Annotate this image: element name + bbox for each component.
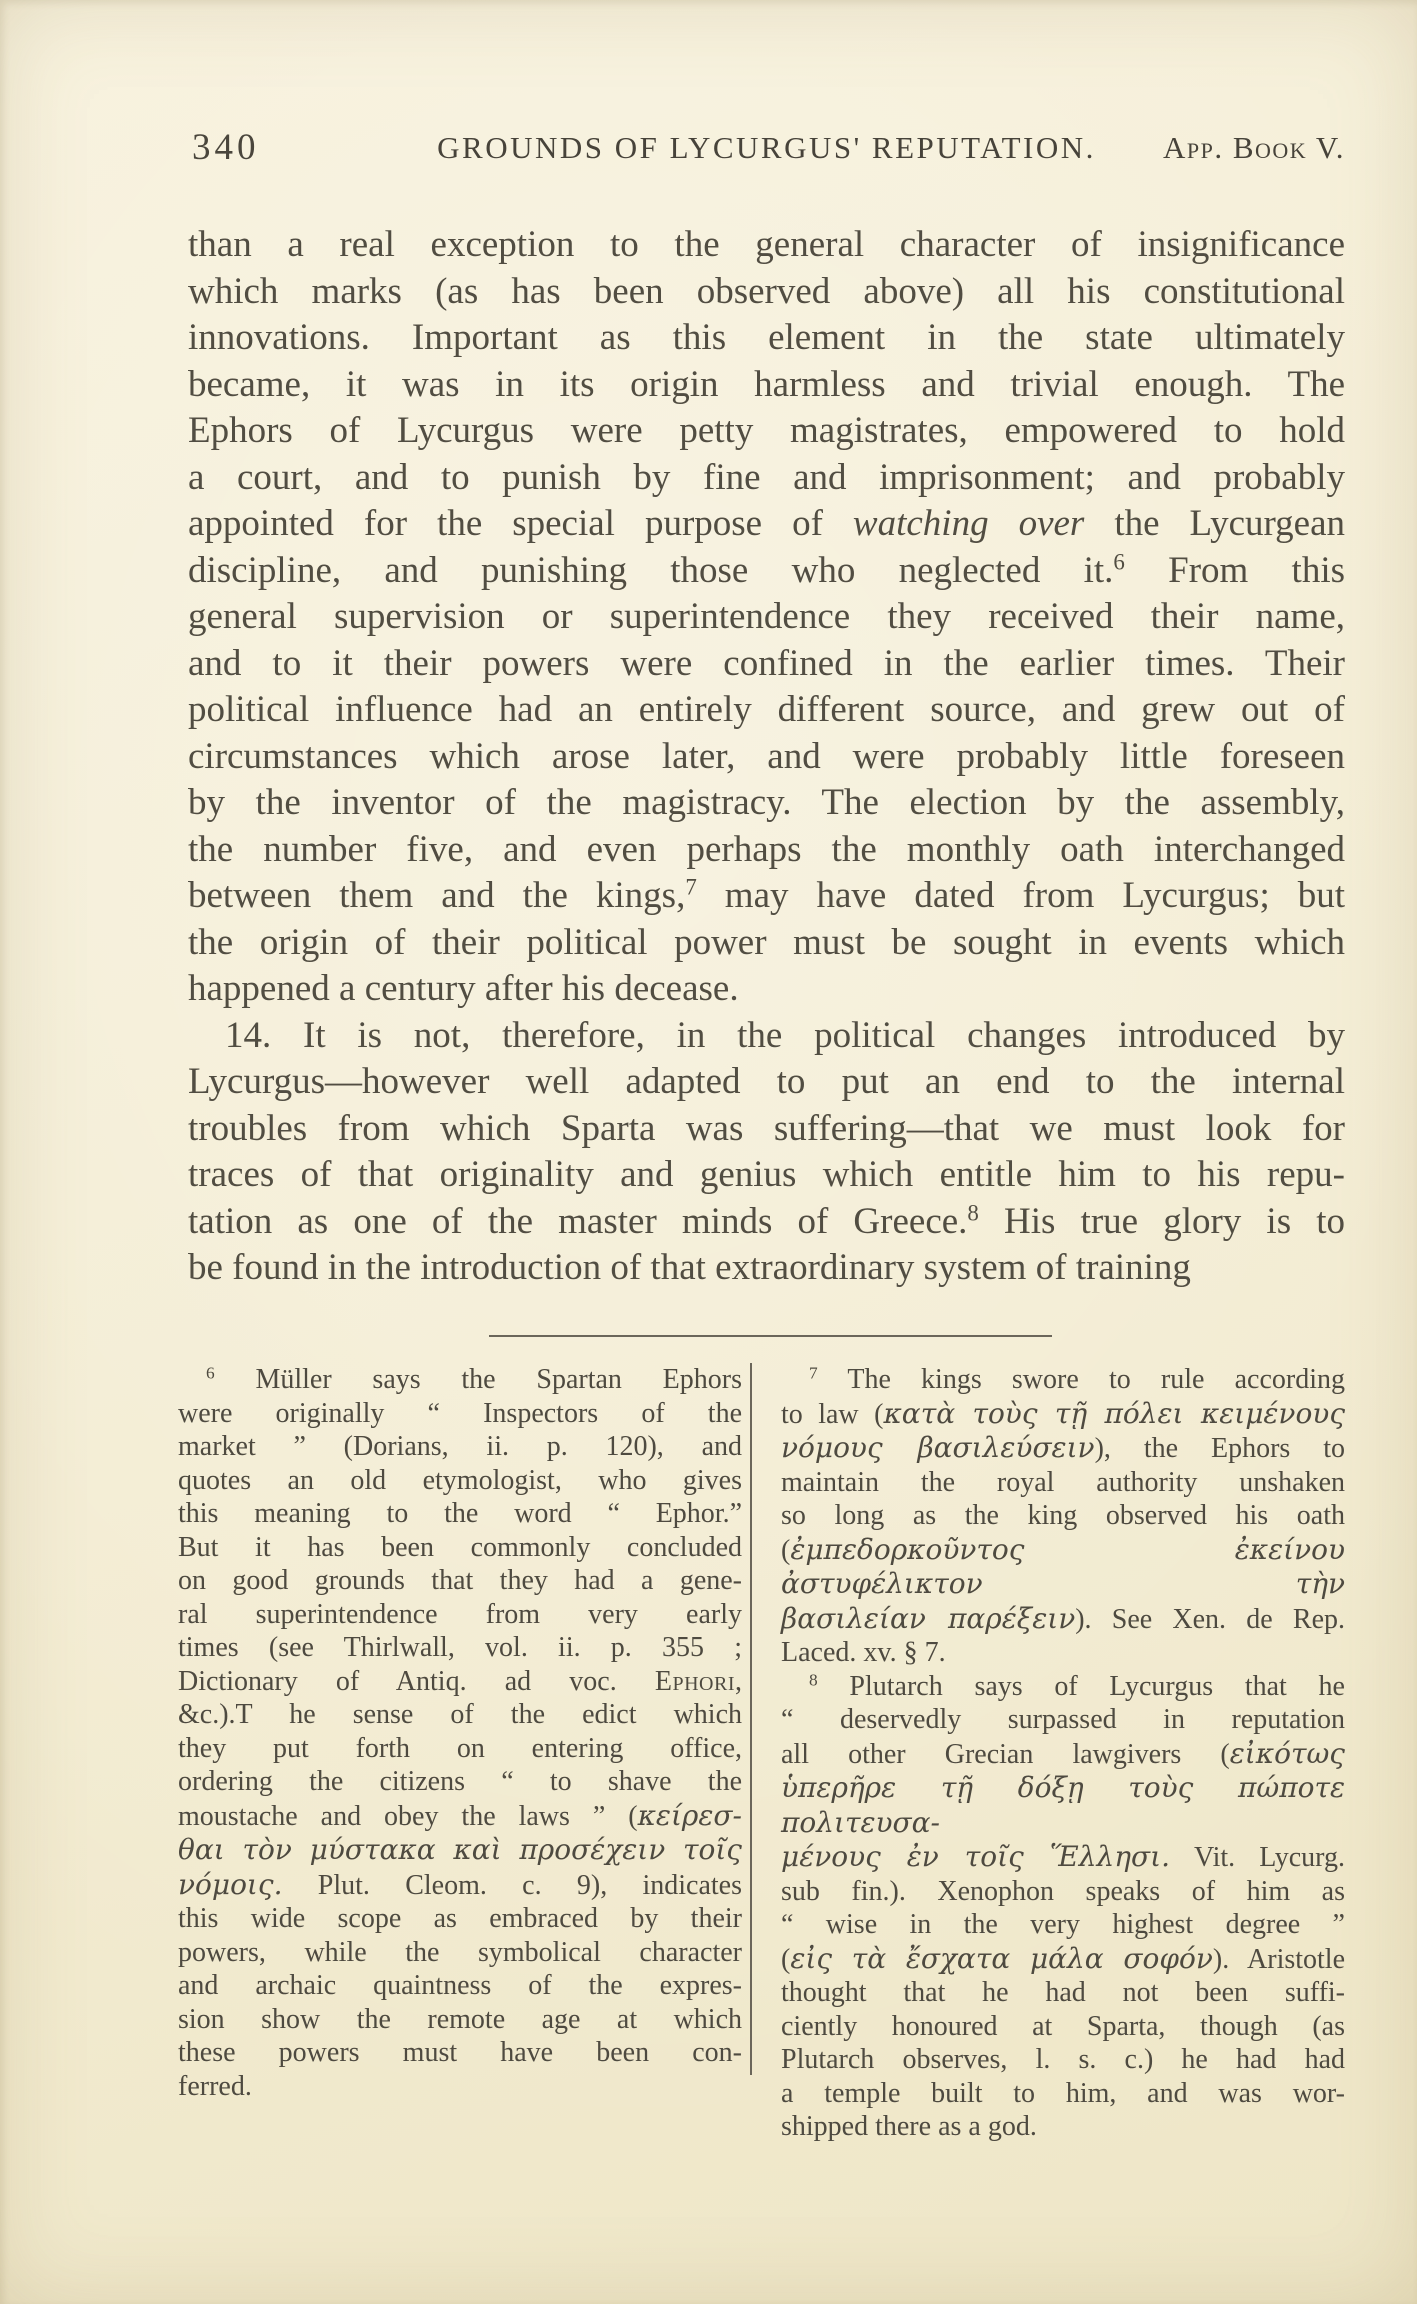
text-line: these powers must have been con- [178,2037,742,2068]
text-line: powers, while the symbolical character [178,1936,742,1968]
text-line: than a real exception to the general character of insignificance [188,224,1345,265]
text-line: discipline, and punishing those who neglected it.$^6$ From this [188,548,1346,591]
main-text-block [188,222,1345,1292]
text-line: $^8$ Plutarch says of Lycurgus that he [809,1669,1345,1702]
text-line: by the inventor of the magistracy. The election by the assembly, [188,782,1345,823]
text-line: “ deservedly surpassed in reputation [781,1704,1345,1735]
text-line: and to it their powers were confined in the earlier times. Their [188,642,1345,684]
text-line: &c.).T he sense of the edict which [178,1699,742,1730]
text-line: appointed for the special purpose of watching over the Lycurgean [188,503,1345,544]
running-title: GROUNDS OF LYCURGUS' REPUTATION. [437,130,1096,165]
text-line: a temple built to him, and was wor- [781,2077,1345,2109]
text-line: moustache and obey the laws ” (κείρεσ- [178,1798,742,1832]
paragraph-14 [188,1013,1345,1292]
footnote-column-right [781,1363,1345,2144]
text-line: this meaning to the word “ Ephor.” [178,1498,742,1529]
text-line: this wide scope as embraced by their [178,1903,742,1934]
text-line: circumstances which arose later, and were probably little foreseen [188,735,1345,777]
text-line: thought that he had not been suffi- [781,1977,1345,2008]
text-line: Plutarch observes, l. s. c.) he had had [781,2044,1345,2075]
text-line: (ἐμπεδορκοῦντος ἐκείνου ἀστυφέλικτον τὴν [781,1532,1345,1600]
text-line: Dictionary of Antiq. ad voc. Ephori, [178,1665,742,1697]
text-line: a court, and to punish by fine and imprisonment; and probably [188,456,1345,498]
text-line: maintain the royal authority unshaken [781,1466,1345,1498]
text-line: sion show the remote age at which [178,2003,742,2035]
text-line: θαι τὸν μύστακα καὶ προσέχειν τοῖς [178,1833,742,1866]
text-line: were originally “ Inspectors of the [178,1397,742,1429]
text-line: tation as one of the master minds of Greece.$^8$ His true glory is to [188,1199,1345,1242]
text-line: market ” (Dorians, ii. p. 120), and [178,1431,742,1462]
text-line: the number five, and even perhaps the monthly oath interchanged [188,828,1345,870]
text-line: happened a century after his decease. [188,968,739,1009]
text-line: ordering the citizens “ to shave the [178,1766,742,1797]
text-line: ciently honoured at Sparta, though (as [781,2010,1345,2042]
text-line: innovations. Important as this element in the state ultimately [188,317,1345,358]
text-line: on good grounds that they had a gene- [178,1565,742,1596]
text-line: times (see Thirlwall, vol. ii. p. 355 ; [178,1632,742,1663]
text-line: became, it was in its origin harmless and trivial enough. The [188,363,1345,405]
text-line: Laced. xv. § 7. [781,1637,946,1668]
text-line: to law (κατὰ τοὺς τῇ πόλει κειμένους [781,1396,1346,1430]
text-line: and archaic quaintness of the expres- [178,1970,742,2001]
text-line: so long as the king observed his oath [781,1500,1345,1531]
text-line: νόμους βασιλεύσειν), the Ephors to [781,1431,1346,1464]
text-line: between them and the kings,$^7$ may have dated from Lycurgus; but [188,874,1346,916]
text-line: which marks (as has been observed above) all his constitutional [188,270,1345,312]
footnote-8 [781,1670,1345,2144]
footnote-column-left [178,1363,742,2103]
text-line: traces of that originality and genius which entitle him to his repu- [188,1154,1345,1195]
text-line: (εἰς τὰ ἔσχατα μάλα σοφόν). Aristotle [781,1941,1346,1975]
text-line: the origin of their political power must be sought in events which [188,921,1345,963]
text-line: ral superintendence from very early [178,1598,742,1630]
section-label: App. Book V. [1162,130,1345,165]
footnote-separator-rule [489,1335,1052,1337]
page-header [188,126,1345,170]
text-line: $^7$ The kings swore to rule according [809,1363,1345,1395]
paragraph-continuation [188,222,1345,1013]
page-number: 340 [192,127,260,168]
footnote-6 [178,1363,742,2103]
text-line: Lycurgus—however well adapted to put an end to the internal [188,1061,1345,1102]
text-line: all other Grecian lawgivers (εἰκότως [781,1736,1345,1770]
text-line: But it has been commonly concluded [178,1531,742,1563]
text-line: they put forth on entering office, [178,1732,742,1764]
text-line: political influence had an entirely different source, and grew out of [188,689,1345,730]
text-line: $^6$ Müller says the Spartan Ephors [206,1363,742,1395]
text-line: troubles from which Sparta was suffering—that we must look for [188,1107,1345,1149]
text-line: βασιλείαν παρέξειν). See Xen. de Rep. [781,1601,1346,1635]
text-line: νόμοις. Plut. Cleom. c. 9), indicates [178,1867,742,1901]
text-line: 14. It is not, therefore, in the political changes introduced by [225,1014,1345,1056]
footnote-column-divider [750,1363,752,2075]
text-line: shipped there as a god. [781,2111,1037,2142]
text-line: ferred. [178,2070,252,2102]
text-line: sub fin.). Xenophon speaks of him as [781,1875,1345,1907]
text-line: “ wise in the very highest degree ” [781,1909,1345,1940]
text-line: Ephors of Lycurgus were petty magistrates, empowered to hold [188,410,1345,451]
text-line: μένους ἐν τοῖς Ἕλλησι. Vit. Lycurg. [781,1840,1346,1873]
text-line: general supervision or superintendence they received their name, [188,596,1345,637]
footnote-7 [781,1363,1345,1670]
text-line: ὑπερῆρε τῇ δόξῃ τοὺς πώποτε πολιτευσα- [781,1771,1345,1839]
text-line: quotes an old etymologist, who gives [178,1464,742,1496]
text-line: be found in the introduction of that extraordinary system of training [188,1247,1191,1288]
